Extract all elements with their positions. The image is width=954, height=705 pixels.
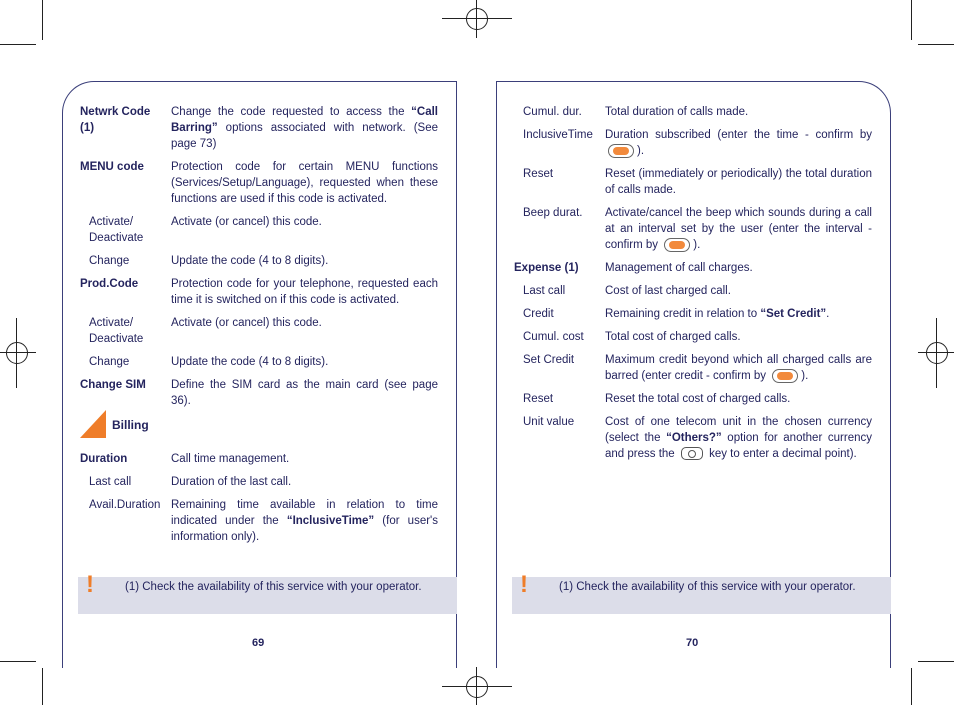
entry-desc: Duration subscribed (enter the time - confirm by ).: [605, 129, 872, 157]
footnote-box: [512, 571, 891, 614]
entry-desc: Duration of the last call.: [171, 476, 292, 488]
crop-mark: [0, 44, 36, 45]
entry-term: Change: [89, 255, 130, 267]
crop-mark: [42, 0, 43, 40]
crop-mark: [911, 0, 912, 40]
entry-term: Reset: [523, 393, 554, 405]
entry-desc: Management of call charges.: [605, 262, 753, 274]
entry-desc: Remaining credit in relation to “Set Credit”.: [605, 308, 830, 320]
entry-term: Avail.Duration: [89, 499, 161, 511]
entry-desc: Maximum credit beyond which all charged calls are barred (enter credit - confirm by ).: [605, 354, 872, 382]
entry-desc: Change the code requested to access the “Call Barring” options associated with network. (See page 73): [171, 106, 438, 150]
crop-mark: [918, 44, 954, 45]
footnote-box: [78, 571, 457, 614]
ok-key-icon: [664, 238, 690, 252]
entry-desc: Activate (or cancel) this code.: [171, 317, 322, 329]
entry-desc: Cost of last charged call.: [605, 285, 731, 297]
entry-term: Activate/ Deactivate: [89, 317, 144, 345]
registration-mark: [466, 676, 488, 698]
crop-mark: [42, 668, 43, 705]
orange-triangle-icon: [80, 410, 106, 438]
entry-desc: Remaining time available in relation to time indicated under the “InclusiveTime” (for user's information only).: [171, 499, 438, 543]
entry-term: Set Credit: [523, 354, 575, 366]
entry-term: Activate/ Deactivate: [89, 216, 144, 244]
ok-key-icon: [608, 144, 634, 158]
entry-term: Change SIM: [80, 379, 146, 391]
entry-term: Unit value: [523, 416, 575, 428]
entry-term: Prod.Code: [80, 278, 139, 290]
entry-term: Beep durat.: [523, 207, 583, 219]
entry-desc: Reset the total cost of charged calls.: [605, 393, 791, 405]
crop-mark: [911, 668, 912, 705]
ok-key-icon: [772, 369, 798, 383]
footnote-text: (1) Check the availability of this service with your operator.: [125, 581, 422, 593]
registration-mark: [6, 342, 28, 364]
entry-desc: Call time management.: [171, 453, 290, 465]
decimal-key-icon: [681, 447, 703, 460]
entry-desc: Total duration of calls made.: [605, 106, 749, 118]
entry-desc: Update the code (4 to 8 digits).: [171, 356, 329, 368]
entry-desc: Reset (immediately or periodically) the total duration of calls made.: [605, 168, 872, 196]
entry-term: Expense (1): [514, 262, 579, 274]
exclamation-icon: !: [520, 571, 528, 598]
exclamation-icon: !: [86, 571, 94, 598]
crop-mark: [918, 661, 954, 662]
page-number: 70: [686, 637, 699, 649]
footnote-text: (1) Check the availability of this service with your operator.: [559, 581, 856, 593]
section-title: Billing: [112, 418, 149, 432]
entry-desc: Protection code for your telephone, requested each time it is switched on if this code is activated.: [171, 278, 438, 306]
page-number: 69: [252, 637, 265, 649]
entry-term: Credit: [523, 308, 554, 320]
entry-term: Last call: [89, 476, 132, 488]
entry-term: Reset: [523, 168, 554, 180]
entry-term: Last call: [523, 285, 566, 297]
entry-desc: Define the SIM card as the main card (see page 36).: [171, 379, 438, 407]
section-header-billing: [80, 410, 240, 440]
entry-desc: Cost of one telecom unit in the chosen currency (select the “Others?” option for another currency and press the key to enter a decimal point).: [605, 416, 872, 460]
entry-term: MENU code: [80, 161, 144, 173]
entry-term: Duration: [80, 453, 128, 465]
entry-desc: Total cost of charged calls.: [605, 331, 741, 343]
entry-term: Cumul. cost: [523, 331, 584, 343]
entry-term: InclusiveTime: [523, 129, 593, 141]
entry-desc: Update the code (4 to 8 digits).: [171, 255, 329, 267]
entry-term: Netwrk Code (1): [80, 106, 151, 134]
entry-desc: Activate/cancel the beep which sounds during a call at an interval set by the user (enter the interval - confirm by ).: [605, 207, 872, 251]
registration-mark: [466, 8, 488, 30]
entry-desc: Protection code for certain MENU functions (Services/Setup/Language), requested when these functions are used if this code is activated.: [171, 161, 438, 205]
entry-desc: Activate (or cancel) this code.: [171, 216, 322, 228]
entry-term: Change: [89, 356, 130, 368]
crop-mark: [0, 661, 36, 662]
registration-mark: [926, 342, 948, 364]
entry-term: Cumul. dur.: [523, 106, 582, 118]
